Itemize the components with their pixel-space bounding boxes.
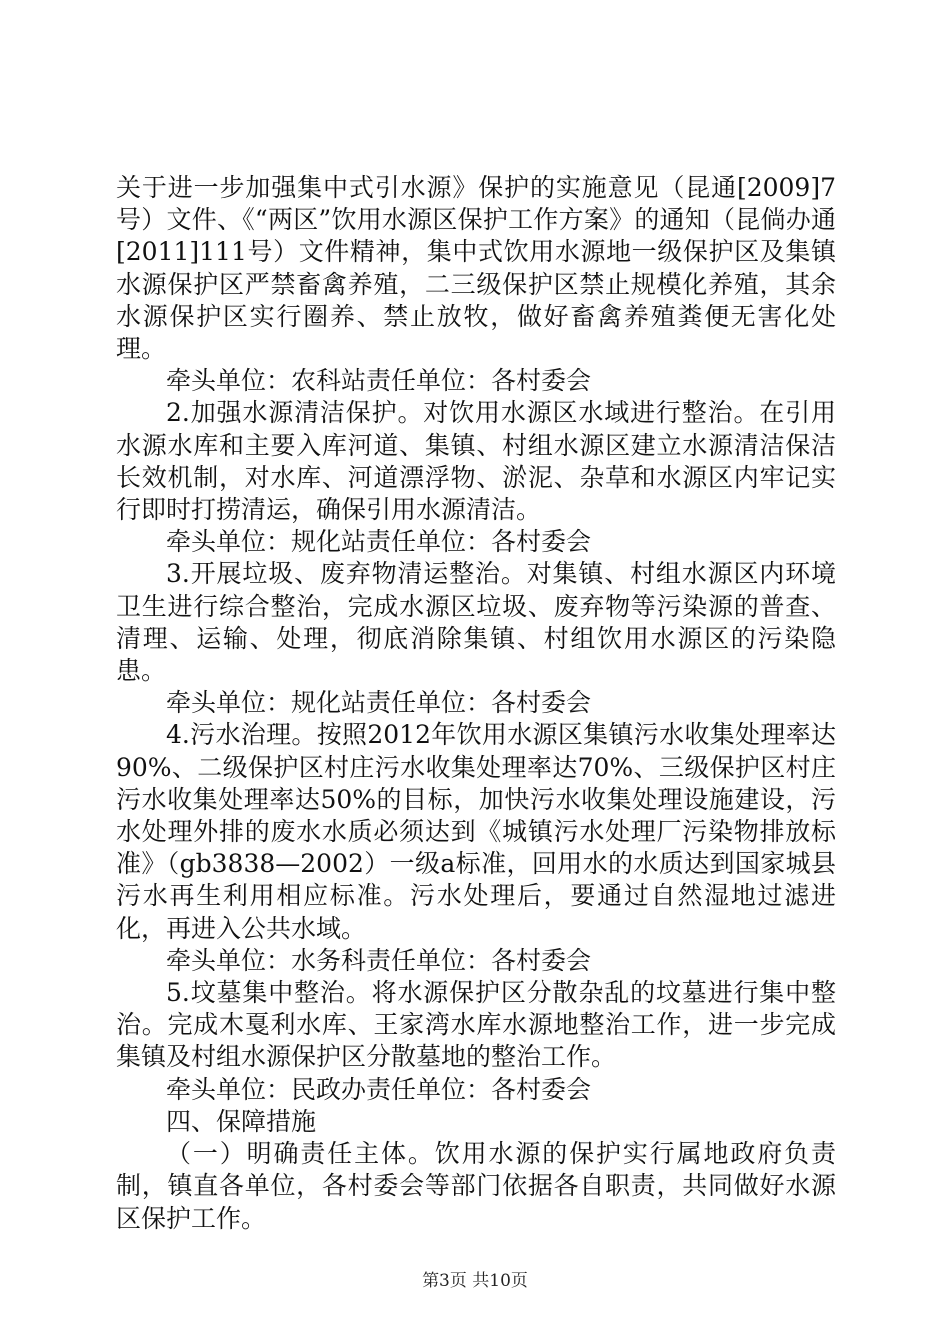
item-3-paragraph: 3.开展垃圾、废弃物清运整治。对集镇、村组水源区内环境卫生进行综合整治，完成水源区垃圾、废弃物等污染源的普查、清理、运输、处理，彻底消除集镇、村组饮用水源区的污染隐患。 [116,559,836,686]
item-4-paragraph: 4.污水治理。按照2012年饮用水源区集镇污水收集处理率达90%、二级保护区村庄污水收集处理率达70%、三级保护区村庄污水收集处理率达50%的目标，加快污水收集处理设施建设，污水处理外排的废水水质必须达到《城镇污水处理厂污染物排放标准》（gb3838—2002）一级a标准，回用水的水质达到国家城县污水再生利用相应标准。污水处理后，要通过自然湿地过滤进化，再进入公共水域。 [116,720,836,943]
item-2-paragraph: 2.加强水源清洁保护。对饮用水源区水域进行整治。在引用水源水库和主要入库河道、集镇、村组水源区建立水源清洁保洁长效机制，对水库、河道漂浮物、淤泥、杂草和水源区内牢记实行即时打捞清运，确保引用水源清洁。 [116,398,836,525]
lead-unit-line: 牵头单位：规化站责任单位：各村委会 [166,527,592,557]
lead-unit-line: 牵头单位：规化站责任单位：各村委会 [166,688,592,718]
lead-unit-line: 牵头单位：水务科责任单位：各村委会 [166,945,592,975]
lead-unit-line: 牵头单位：农科站责任单位：各村委会 [166,366,592,396]
section-heading: 四、保障措施 [166,1106,317,1136]
item-5-paragraph: 5.坟墓集中整治。将水源保护区分散杂乱的坟墓进行集中整治。完成木戛利水库、王家湾水库水源地整治工作，进一步完成集镇及村组水源保护区分散墓地的整治工作。 [116,978,836,1072]
measure-1-paragraph: （一）明确责任主体。饮用水源的保护实行属地政府负责制，镇直各单位，各村委会等部门依据各自职责，共同做好水源区保护工作。 [116,1139,836,1233]
paragraph-continuation: 关于进一步加强集中式引水源》保护的实施意见（昆通[2009]7号）文件、《“两区”饮用水源区保护工作方案》的通知（昆倘办通[2011]111号）文件精神，集中式饮用水源地一级保护区及集镇水源保护区严禁畜禽养殖，二三级保护区禁止规模化养殖，其余水源保护区实行圈养、禁止放牧，做好畜禽养殖粪便无害化处理。 [116,173,836,364]
lead-unit-line: 牵头单位：民政办责任单位：各村委会 [166,1074,592,1104]
document-body [116,172,836,1235]
page-number-footer: 第3页 共10页 [422,1271,528,1291]
